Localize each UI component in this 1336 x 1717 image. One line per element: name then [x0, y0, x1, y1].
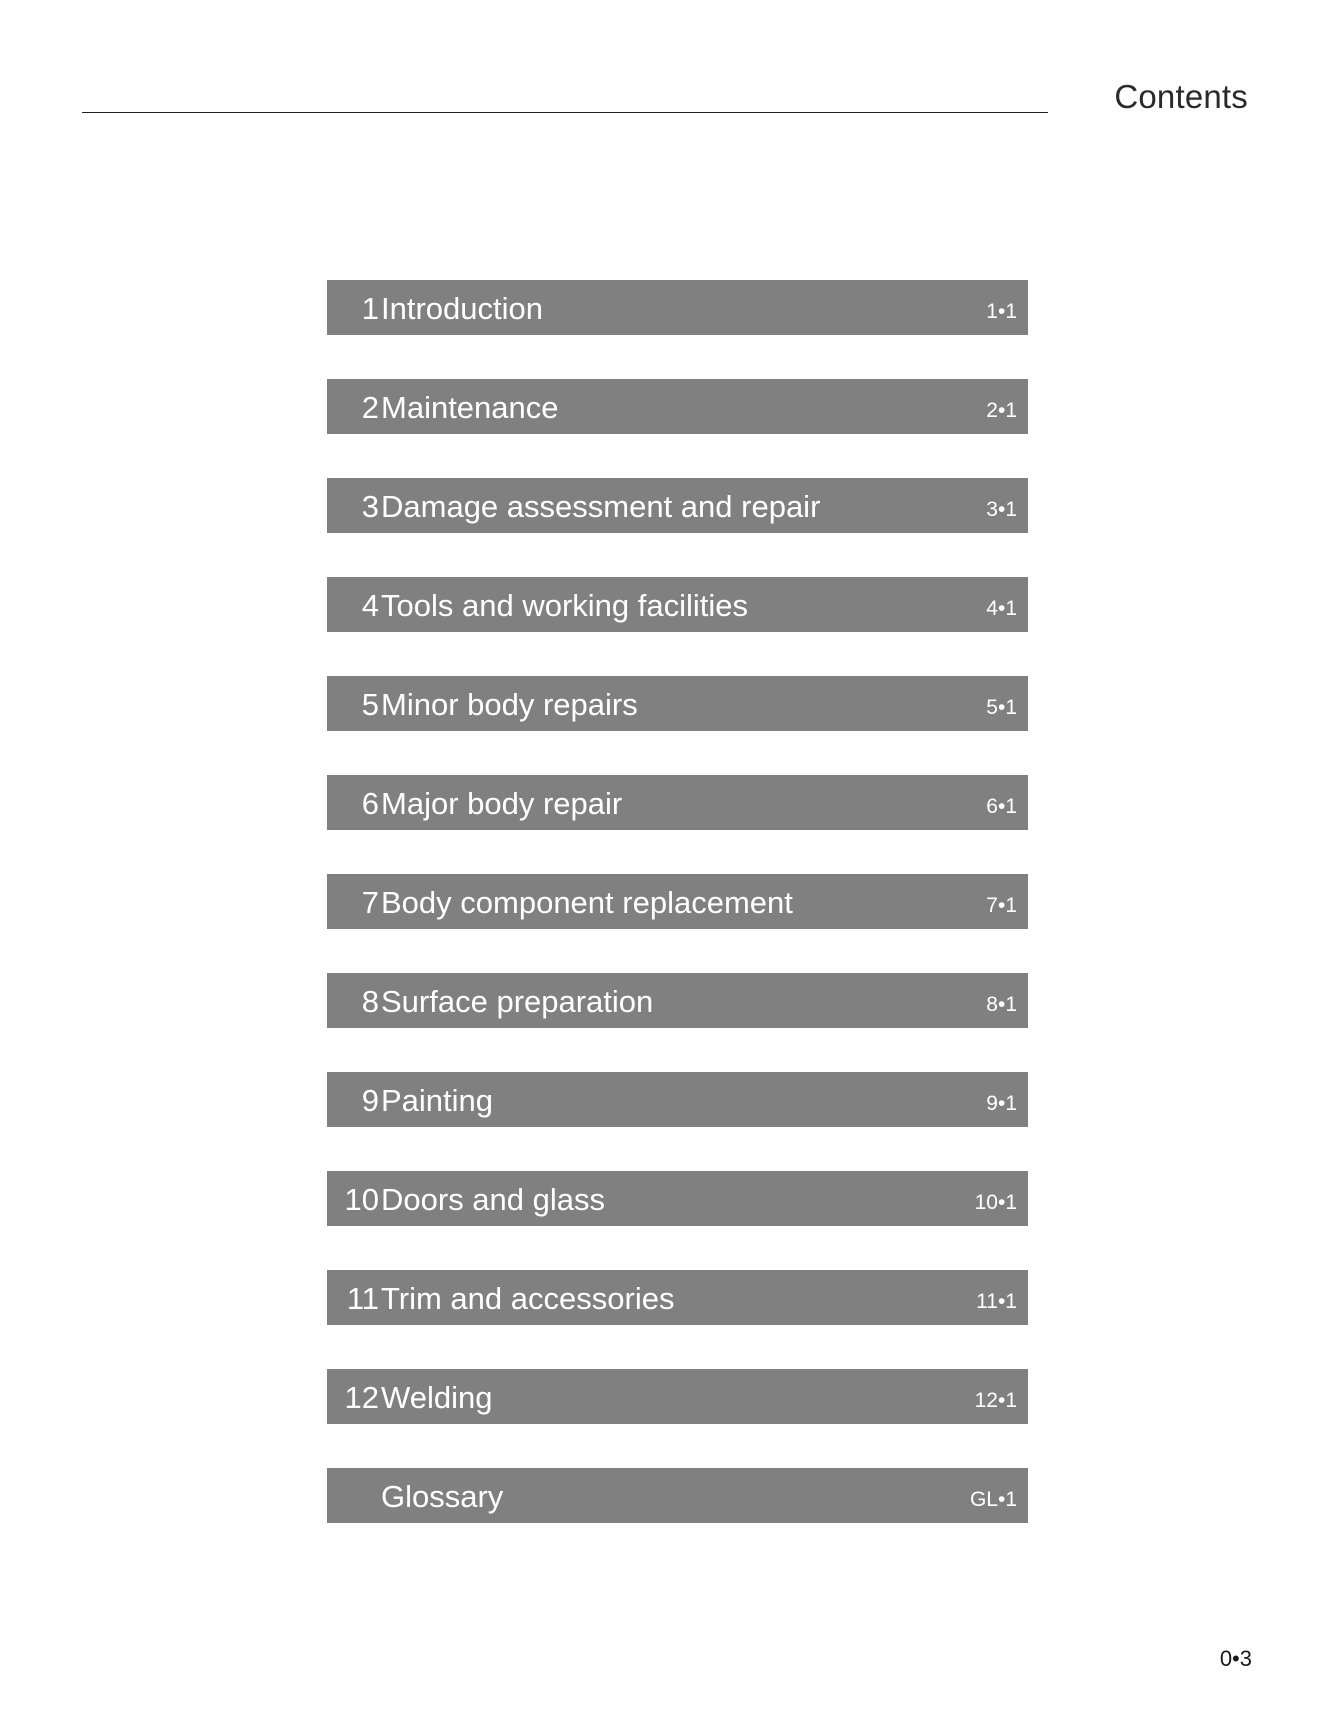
- chapter-page-ref: 6•1: [986, 795, 1017, 818]
- page-title: Contents: [1114, 78, 1248, 115]
- chapter-number: 1: [361, 291, 379, 326]
- chapter-number: 12: [344, 1380, 379, 1415]
- chapter-title: Major body repair: [381, 786, 623, 821]
- toc-entry-maintenance[interactable]: [327, 379, 1028, 434]
- chapter-title: Body component replacement: [381, 885, 793, 920]
- chapter-title: Doors and glass: [381, 1182, 606, 1217]
- toc-entry-surface-preparation[interactable]: [327, 973, 1028, 1028]
- toc-entry-damage-assessment[interactable]: [327, 478, 1028, 533]
- chapter-page-ref: 1•1: [986, 300, 1017, 323]
- toc-entry-major-body-repair[interactable]: [327, 775, 1028, 830]
- toc-entry-introduction[interactable]: [327, 280, 1028, 335]
- toc-entry-welding[interactable]: [327, 1369, 1028, 1424]
- header-rule: [82, 112, 1048, 113]
- chapter-number: 11: [346, 1281, 379, 1316]
- chapter-title: Glossary: [381, 1479, 504, 1514]
- chapter-number: 3: [361, 489, 379, 524]
- toc-entry-tools[interactable]: [327, 577, 1028, 632]
- chapter-number: 10: [344, 1182, 379, 1217]
- chapter-page-ref: 3•1: [986, 498, 1017, 521]
- toc-entry-body-component-replacement[interactable]: [327, 874, 1028, 929]
- toc-entry-painting[interactable]: [327, 1072, 1028, 1127]
- chapter-page-ref: 2•1: [986, 399, 1017, 422]
- page-number: 0•3: [1219, 1646, 1252, 1671]
- chapter-title: Surface preparation: [381, 984, 654, 1019]
- chapter-number: 5: [361, 687, 379, 722]
- chapter-page-ref: 5•1: [986, 696, 1017, 719]
- chapter-page-ref: 12•1: [974, 1389, 1017, 1412]
- chapter-title: Introduction: [381, 291, 543, 326]
- chapter-number: 8: [361, 984, 379, 1019]
- chapter-page-ref: 10•1: [974, 1191, 1017, 1214]
- chapter-page-ref: 11•1: [976, 1290, 1017, 1313]
- chapter-page-ref: 4•1: [986, 597, 1017, 620]
- chapter-title: Welding: [381, 1380, 493, 1415]
- chapter-title: Minor body repairs: [381, 687, 638, 722]
- chapter-title: Maintenance: [381, 390, 559, 425]
- chapter-page-ref: GL•1: [969, 1488, 1017, 1511]
- toc-entry-trim-and-accessories[interactable]: [327, 1270, 1028, 1325]
- chapter-number: 7: [361, 885, 379, 920]
- toc-entry-minor-body-repairs[interactable]: [327, 676, 1028, 731]
- table-of-contents: [327, 280, 1028, 1523]
- chapter-number: 4: [361, 588, 379, 623]
- chapter-page-ref: 9•1: [986, 1092, 1017, 1115]
- chapter-title: Damage assessment and repair: [381, 489, 821, 524]
- chapter-number: 9: [361, 1083, 379, 1118]
- chapter-number: 2: [361, 390, 379, 425]
- chapter-title: Trim and accessories: [381, 1281, 675, 1316]
- toc-entry-doors-and-glass[interactable]: [327, 1171, 1028, 1226]
- chapter-title: Tools and working facilities: [381, 588, 749, 623]
- chapter-number: 6: [361, 786, 379, 821]
- toc-entry-glossary[interactable]: [327, 1468, 1028, 1523]
- chapter-page-ref: 8•1: [986, 993, 1017, 1016]
- chapter-page-ref: 7•1: [986, 894, 1017, 917]
- chapter-title: Painting: [381, 1083, 494, 1118]
